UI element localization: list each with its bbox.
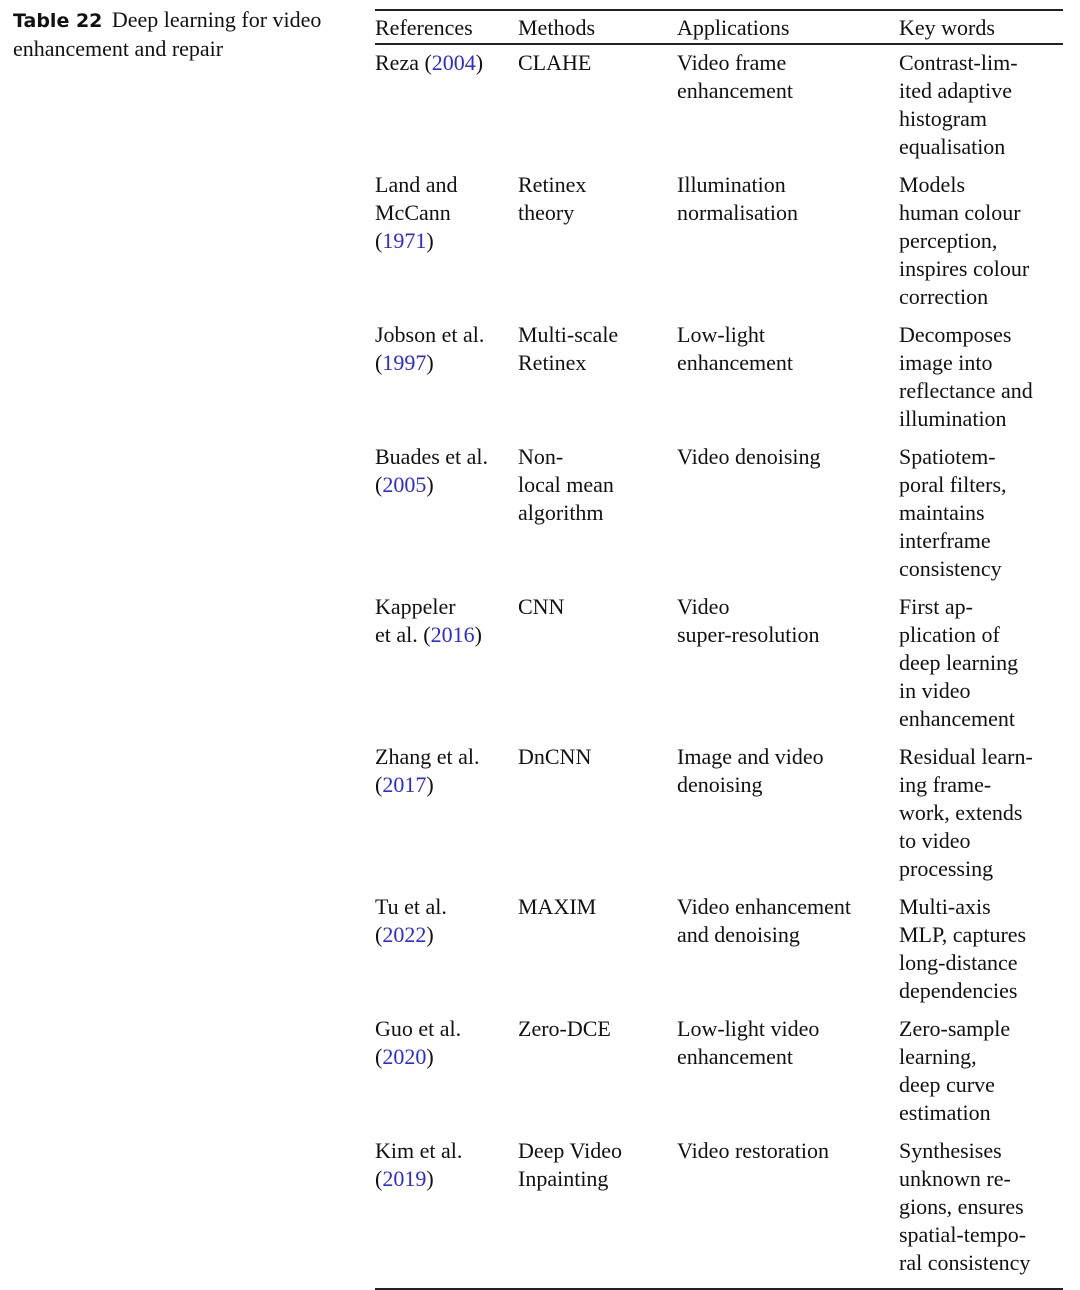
cell-key-words-line: in video xyxy=(899,678,971,703)
cell-method-line: local mean xyxy=(518,472,614,497)
cell-key-words-line: Residual learn- xyxy=(899,744,1033,769)
cell-method-line: Zero-DCE xyxy=(518,1016,611,1041)
cell-method-line: Retinex xyxy=(518,350,587,375)
cell-application-line: enhancement xyxy=(677,78,794,103)
cell-key-words-line: illumination xyxy=(899,406,1007,431)
cell-reference xyxy=(375,593,518,733)
cell-method xyxy=(518,443,677,583)
cell-reference xyxy=(375,171,518,311)
table-row xyxy=(375,588,1063,738)
cell-key-words xyxy=(899,743,1063,883)
cell-key-words-line: inspires colour xyxy=(899,256,1030,281)
cell-key-words-line: Contrast-lim- xyxy=(899,50,1018,75)
header-applications: Applications xyxy=(677,15,790,40)
cell-method-line: DnCNN xyxy=(518,744,592,769)
table-label: Table 22 xyxy=(13,10,103,32)
cell-key-words xyxy=(899,171,1063,311)
cell-key-words-line: Synthesises xyxy=(899,1138,1002,1163)
cell-application xyxy=(677,321,899,433)
cell-method xyxy=(518,171,677,311)
cell-method xyxy=(518,1137,677,1277)
cell-key-words xyxy=(899,1137,1063,1277)
cell-application-line: Video denoising xyxy=(677,444,821,469)
cell-method xyxy=(518,321,677,433)
cell-application-line: Video restoration xyxy=(677,1138,830,1163)
reference-author: Tu et al. xyxy=(375,894,447,919)
cell-application xyxy=(677,593,899,733)
cell-key-words-line: deep learning xyxy=(899,650,1019,675)
table-row xyxy=(375,438,1063,588)
cell-key-words-line: Spatiotem- xyxy=(899,444,996,469)
cell-application xyxy=(677,1015,899,1127)
cell-key-words-line: perception, xyxy=(899,228,998,253)
reference-year-link[interactable]: 2020 xyxy=(382,1044,427,1069)
cell-key-words-line: MLP, captures xyxy=(899,922,1027,947)
cell-key-words-line: ited adaptive xyxy=(899,78,1013,103)
cell-key-words-line: interframe xyxy=(899,528,991,553)
reference-year-link[interactable]: 2004 xyxy=(431,50,476,75)
cell-key-words-line: estimation xyxy=(899,1100,991,1125)
reference-author: Land and xyxy=(375,172,458,197)
cell-key-words xyxy=(899,321,1063,433)
header-references: References xyxy=(375,15,473,40)
cell-key-words-line: reflectance and xyxy=(899,378,1033,403)
reference-year-line: (2005) xyxy=(375,472,434,497)
reference-year-link[interactable]: 1971 xyxy=(382,228,427,253)
reference-author: Reza ( xyxy=(375,50,432,75)
cell-application-line: Video enhancement xyxy=(677,894,851,919)
cell-application xyxy=(677,1137,899,1277)
cell-key-words-line: correction xyxy=(899,284,989,309)
cell-key-words-line: enhancement xyxy=(899,706,1016,731)
reference-year-link[interactable]: 2022 xyxy=(382,922,427,947)
cell-key-words-line: consistency xyxy=(899,556,1002,581)
reference-line xyxy=(375,49,518,77)
reference-year-line: (1971) xyxy=(375,228,434,253)
table-row xyxy=(375,316,1063,438)
cell-reference xyxy=(375,443,518,583)
cell-key-words-line: image into xyxy=(899,350,993,375)
cell-reference xyxy=(375,1015,518,1127)
cell-key-words-line: ral consistency xyxy=(899,1250,1031,1275)
cell-key-words-line: Decomposes xyxy=(899,322,1012,347)
references-table xyxy=(375,9,1063,1290)
cell-key-words-line: spatial-tempo- xyxy=(899,1222,1027,1247)
cell-key-words-line: ing frame- xyxy=(899,772,992,797)
cell-method-line: theory xyxy=(518,200,575,225)
cell-key-words-line: long-distance xyxy=(899,950,1018,975)
cell-key-words-line: plication of xyxy=(899,622,1000,647)
cell-key-words-line: poral filters, xyxy=(899,472,1007,497)
cell-application xyxy=(677,743,899,883)
cell-application-line: Video frame xyxy=(677,50,787,75)
cell-reference xyxy=(375,49,518,161)
cell-method-line: Deep Video xyxy=(518,1138,622,1163)
table-header-row xyxy=(375,11,1063,43)
cell-method xyxy=(518,1015,677,1127)
cell-reference xyxy=(375,743,518,883)
cell-method xyxy=(518,593,677,733)
cell-key-words-line: Multi-axis xyxy=(899,894,991,919)
table-caption xyxy=(13,6,353,63)
reference-year-link[interactable]: 2005 xyxy=(382,472,427,497)
reference-year-link[interactable]: 2017 xyxy=(382,772,427,797)
cell-key-words-line: deep curve xyxy=(899,1072,995,1097)
cell-key-words-line: histogram xyxy=(899,106,987,131)
cell-key-words-line: equalisation xyxy=(899,134,1006,159)
cell-method-line: Inpainting xyxy=(518,1166,609,1191)
cell-application-line: Video xyxy=(677,594,730,619)
cell-application-line: denoising xyxy=(677,772,763,797)
cell-key-words xyxy=(899,593,1063,733)
cell-key-words-line: gions, ensures xyxy=(899,1194,1024,1219)
reference-year-link[interactable]: 2019 xyxy=(382,1166,427,1191)
cell-method xyxy=(518,49,677,161)
cell-application-line: Low-light xyxy=(677,322,765,347)
cell-application-line: Image and video xyxy=(677,744,824,769)
cell-key-words-line: Zero-sample xyxy=(899,1016,1011,1041)
cell-application xyxy=(677,893,899,1005)
table-row xyxy=(375,888,1063,1010)
reference-author: Kappeler xyxy=(375,594,456,619)
cell-key-words-line: unknown re- xyxy=(899,1166,1011,1191)
table-row xyxy=(375,1132,1063,1282)
reference-author: Jobson et al. xyxy=(375,322,485,347)
cell-key-words xyxy=(899,893,1063,1005)
table-row xyxy=(375,1010,1063,1132)
cell-key-words-line: First ap- xyxy=(899,594,973,619)
header-key-words: Key words xyxy=(899,15,995,40)
cell-method-line: CNN xyxy=(518,594,565,619)
reference-author: et al. ( xyxy=(375,622,431,647)
table-row xyxy=(375,738,1063,888)
cell-key-words-line: learning, xyxy=(899,1044,977,1069)
reference-author: Guo et al. xyxy=(375,1016,462,1041)
reference-year-line: (2017) xyxy=(375,772,434,797)
cell-reference xyxy=(375,321,518,433)
cell-reference xyxy=(375,1137,518,1277)
reference-paren: ) xyxy=(475,50,484,75)
cell-key-words-line: processing xyxy=(899,856,994,881)
table-row xyxy=(375,45,1063,166)
reference-year-line: (2020) xyxy=(375,1044,434,1069)
cell-application xyxy=(677,49,899,161)
reference-author: Buades et al. xyxy=(375,444,489,469)
header-methods: Methods xyxy=(518,15,595,40)
cell-key-words-line: dependencies xyxy=(899,978,1018,1003)
table-body xyxy=(375,45,1063,1282)
cell-reference xyxy=(375,893,518,1005)
table-title: Deep learning for video enhancement and repair xyxy=(13,7,322,61)
cell-application-line: enhancement xyxy=(677,350,794,375)
reference-year-line: et al. (2016) xyxy=(375,622,482,647)
cell-key-words xyxy=(899,49,1063,161)
cell-key-words-line: maintains xyxy=(899,500,985,525)
table-row xyxy=(375,166,1063,316)
reference-year-link[interactable]: 1997 xyxy=(382,350,427,375)
reference-year-link[interactable]: 2016 xyxy=(430,622,475,647)
cell-key-words-line: Models xyxy=(899,172,965,197)
cell-method-line: Retinex xyxy=(518,172,587,197)
cell-method-line: Multi-scale xyxy=(518,322,619,347)
cell-method xyxy=(518,743,677,883)
cell-method-line: CLAHE xyxy=(518,50,592,75)
cell-method-line: MAXIM xyxy=(518,894,597,919)
cell-application xyxy=(677,171,899,311)
reference-year-line: (1997) xyxy=(375,350,434,375)
cell-application-line: enhancement xyxy=(677,1044,794,1069)
cell-method-line: algorithm xyxy=(518,500,604,525)
cell-application-line: normalisation xyxy=(677,200,798,225)
cell-key-words-line: work, extends xyxy=(899,800,1023,825)
cell-application-line: Illumination xyxy=(677,172,786,197)
cell-key-words-line: to video xyxy=(899,828,971,853)
cell-application-line: and denoising xyxy=(677,922,800,947)
reference-year-line: (2022) xyxy=(375,922,434,947)
reference-year-line: (2019) xyxy=(375,1166,434,1191)
cell-application xyxy=(677,443,899,583)
reference-author: McCann xyxy=(375,200,451,225)
reference-author: Zhang et al. xyxy=(375,744,480,769)
cell-key-words xyxy=(899,1015,1063,1127)
reference-author: Kim et al. xyxy=(375,1138,463,1163)
cell-key-words xyxy=(899,443,1063,583)
cell-method-line: Non- xyxy=(518,444,564,469)
cell-key-words-line: human colour xyxy=(899,200,1021,225)
cell-application-line: super-resolution xyxy=(677,622,820,647)
cell-application-line: Low-light video xyxy=(677,1016,820,1041)
cell-method xyxy=(518,893,677,1005)
